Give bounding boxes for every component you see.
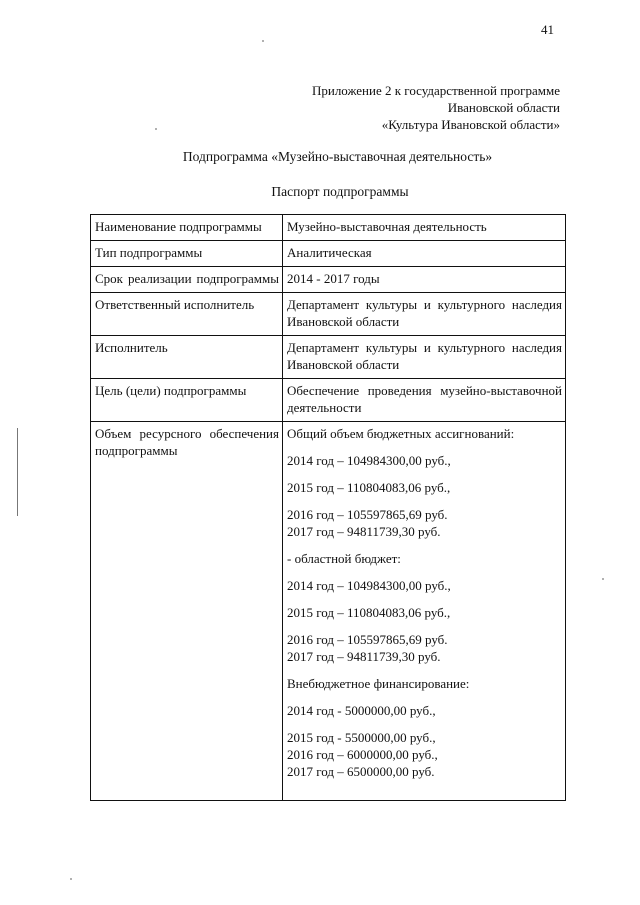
row-label: Срок реализации подпрограммы — [91, 267, 283, 293]
extra-2017: 2017 год – 6500000,00 руб. — [287, 764, 435, 779]
total-2015: 2015 год – 110804083,06 руб., — [287, 480, 451, 495]
scan-margin-mark — [17, 428, 18, 516]
table-row — [91, 215, 566, 241]
row-value: 2014 - 2017 годы — [283, 267, 566, 293]
regional-2017: 2017 год – 94811739,30 руб. — [287, 649, 441, 664]
regional-2014: 2014 год – 104984300,00 руб., — [287, 578, 451, 593]
row-label: Цель (цели) подпрограммы — [91, 379, 283, 422]
extra-2015: 2015 год - 5500000,00 руб., — [287, 730, 436, 745]
table-row — [91, 241, 566, 267]
appendix-header — [312, 82, 560, 133]
table-row — [91, 336, 566, 379]
table-row — [91, 422, 566, 801]
funding-details — [283, 422, 566, 801]
total-header: Общий объем бюджетных ассигнований: — [287, 426, 515, 441]
row-value: Аналитическая — [283, 241, 566, 267]
row-label: Исполнитель — [91, 336, 283, 379]
appendix-line-1: Приложение 2 к государственной программе — [311, 83, 560, 98]
regional-2015: 2015 год – 110804083,06 руб., — [287, 605, 451, 620]
row-label: Объем ресурсного обеспечения подпрограммы — [91, 422, 283, 801]
extra-header: Внебюджетное финансирование: — [287, 676, 470, 691]
appendix-line-2: Ивановской области — [447, 100, 560, 115]
table-row — [91, 293, 566, 336]
table-row — [91, 379, 566, 422]
row-value: Обеспечение проведения музейно-выставочной деятельности — [283, 379, 566, 422]
total-2014: 2014 год – 104984300,00 руб., — [287, 453, 451, 468]
row-label: Тип подпрограммы — [91, 241, 283, 267]
passport-table — [90, 214, 566, 801]
extra-2014: 2014 год - 5000000,00 руб., — [287, 703, 436, 718]
row-label: Ответственный исполнитель — [91, 293, 283, 336]
scan-speck — [602, 578, 604, 580]
table-row — [91, 267, 566, 293]
row-value: Департамент культуры и культурного наследия Ивановской области — [283, 293, 566, 336]
scan-speck — [155, 128, 157, 130]
scan-speck — [262, 40, 264, 42]
row-value: Музейно-выставочная деятельность — [283, 215, 566, 241]
total-2016: 2016 год – 105597865,69 руб. — [287, 507, 448, 522]
row-label: Наименование подпрограммы — [91, 215, 283, 241]
appendix-line-3: «Культура Ивановской области» — [381, 117, 560, 132]
passport-title: Паспорт подпрограммы — [271, 184, 409, 199]
extra-2016: 2016 год – 6000000,00 руб., — [287, 747, 438, 762]
scan-speck — [70, 878, 72, 880]
row-value: Департамент культуры и культурного наследия Ивановской области — [283, 336, 566, 379]
page-number: 41 — [541, 22, 554, 37]
regional-2016: 2016 год – 105597865,69 руб. — [287, 632, 448, 647]
subprogram-title: Подпрограмма «Музейно-выставочная деятельность» — [182, 149, 493, 164]
total-2017: 2017 год – 94811739,30 руб. — [287, 524, 441, 539]
regional-header: - областной бюджет: — [287, 551, 401, 566]
